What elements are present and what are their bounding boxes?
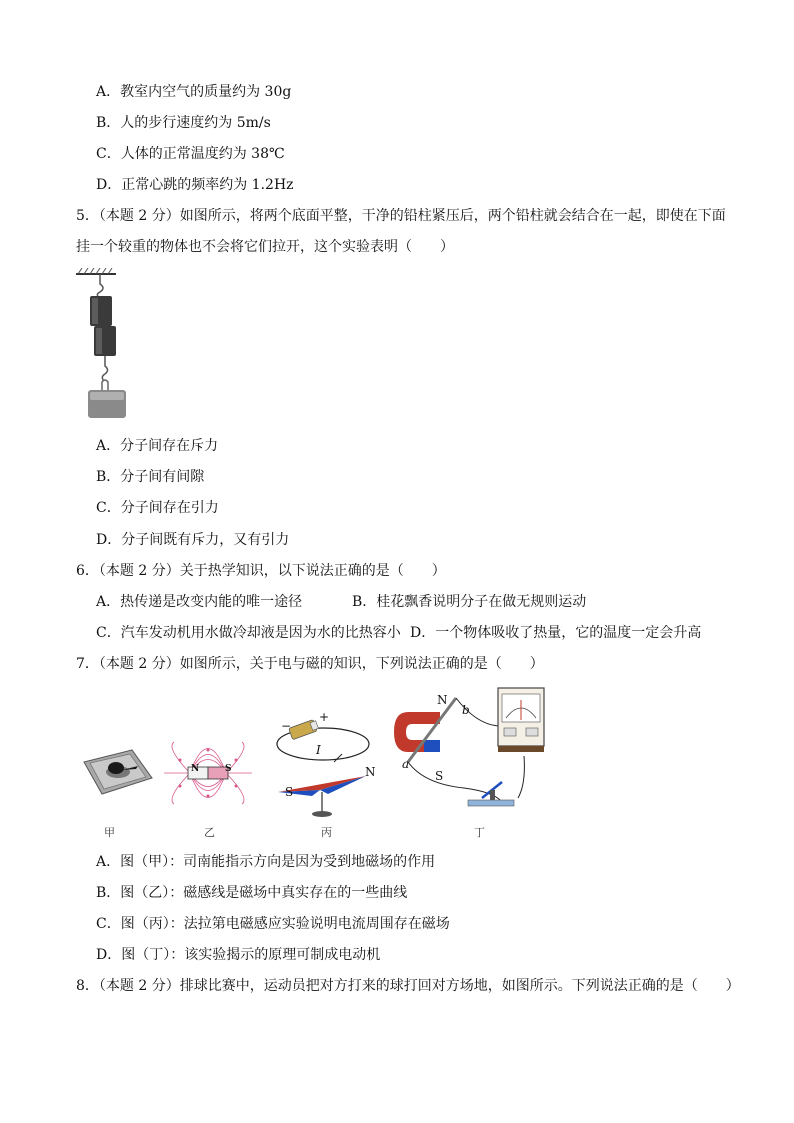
q7-option-d: D．图（丁）：该实验揭示的原理可制成电动机 — [96, 947, 381, 963]
rod-label-a: a — [402, 757, 410, 771]
q7-option-a: A．图（甲）：司南能指示方向是因为受到地磁场的作用 — [96, 854, 436, 870]
magnet-label-s-ding: S — [435, 769, 444, 783]
q6-option-d: D．一个物体吸收了热量，它的温度一定会升高 — [410, 625, 702, 641]
q4-option-d: D．正常心跳的频率约为 1.2Hz — [96, 177, 294, 193]
battery-minus-label: − — [281, 719, 292, 733]
current-label-i: I — [316, 743, 321, 757]
magnet-label-n: N — [191, 764, 200, 774]
q6-option-a: A．热传递是改变内能的唯一途径 — [96, 594, 303, 610]
caption-yi: 乙 — [204, 826, 215, 839]
q5-option-d: D．分子间既有斥力，又有引力 — [96, 532, 290, 548]
q7-option-c: C．图（丙）：法拉第电磁感应实验说明电流周围存在磁场 — [96, 916, 450, 932]
q5-option-c: C．分子间存在引力 — [96, 500, 219, 516]
magnet-label-n-ding: N — [437, 693, 448, 707]
q5-option-b: B．分子间有间隙 — [96, 469, 205, 485]
q4-option-a: A．教室内空气的质量约为 30g — [96, 84, 292, 100]
caption-jia: 甲 — [104, 826, 115, 839]
battery-plus-label: + — [319, 710, 330, 724]
caption-bing: 丙 — [321, 826, 332, 839]
q5-stem-line1: 5．（本题 2 分）如图所示，将两个底面平整，干净的铅柱紧压后，两个铅柱就会结合在一起，即使在下面 — [76, 208, 726, 224]
magnet-field-lines-figure — [160, 738, 256, 808]
q5-option-a: A．分子间存在斥力 — [96, 438, 219, 454]
q7-stem: 7．（本题 2 分）如图所示，关于电与磁的知识，下列说法正确的是（ ） — [76, 656, 544, 672]
q6-stem: 6．（本题 2 分）关于热学知识，以下说法正确的是（ ） — [76, 563, 446, 579]
needle-label-n: N — [365, 765, 376, 779]
compass-sinan-figure — [76, 740, 156, 800]
q4-option-c: C．人体的正常温度约为 38℃ — [96, 146, 285, 162]
needle-label-s: S — [285, 785, 294, 799]
q5-stem-line2: 挂一个较重的物体也不会将它们拉开，这个实验表明（ ） — [76, 239, 454, 255]
lead-cylinders-figure — [72, 268, 138, 424]
q6-option-c: C．汽车发动机用水做冷却液是因为水的比热容小 — [96, 625, 401, 641]
caption-ding: 丁 — [474, 826, 485, 839]
q8-stem: 8．（本题 2 分）排球比赛中，运动员把对方打来的球打回对方场地，如图所示。下列说法正确的是（ ） — [76, 978, 740, 994]
rod-label-b: b — [462, 703, 470, 717]
q6-option-b: B．桂花飘香说明分子在做无规则运动 — [352, 594, 587, 610]
q7-option-b: B．图（乙）：磁感线是磁场中真实存在的一些曲线 — [96, 885, 408, 901]
q4-option-b: B．人的步行速度约为 5m/s — [96, 115, 271, 131]
induction-experiment-figure — [394, 684, 554, 814]
magnet-label-s: S — [225, 764, 232, 774]
